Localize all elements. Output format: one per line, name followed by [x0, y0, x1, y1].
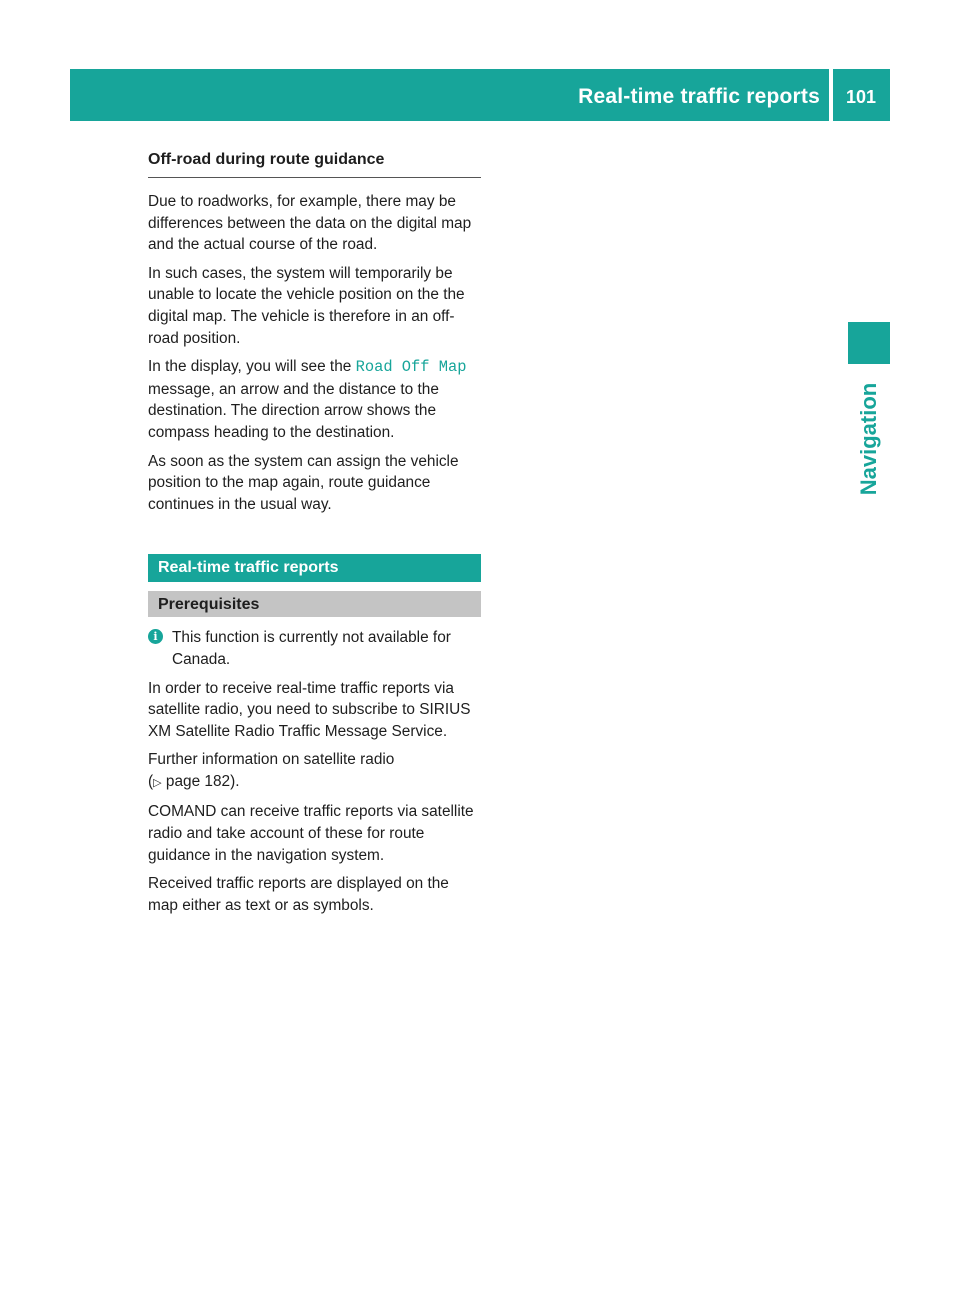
side-tab-marker [848, 322, 890, 364]
page-ref-arrow-icon: ▷ [153, 776, 162, 789]
section-title: Real-time traffic reports [148, 554, 481, 582]
display-message: Road Off Map [355, 358, 467, 377]
paragraph-2: In such cases, the system will temporarily be unable to locate the vehicle position on the the digital map. The vehicle is therefore in an off-road position. [148, 264, 465, 347]
main-column [148, 150, 481, 923]
paragraph-7: COMAND can receive traffic reports via satellite radio and take account of these for route guidance in the navigation system. [148, 803, 474, 864]
offroad-heading: Off-road during route guidance [148, 150, 481, 178]
paragraph-3-end: message, an arrow and the distance to the destination. The direction arrow shows the compass heading to the destination. [148, 380, 439, 441]
page-reference-link[interactable]: page 182 [165, 772, 231, 790]
paragraph-3 [148, 356, 481, 443]
side-tab-text: Navigation [856, 382, 881, 496]
page-header-bar [70, 69, 890, 121]
page-number: 101 [845, 87, 877, 107]
header-title: Real-time traffic reports [578, 85, 820, 108]
prerequisites-heading: Prerequisites [148, 591, 481, 617]
paragraph-6-start: Further information on satellite radio [148, 751, 395, 769]
paragraph-3-start: In the display, you will see the [148, 358, 352, 376]
paragraph-4: As soon as the system can assign the vehicle position to the map again, route guidance continues in the usual way. [148, 452, 459, 513]
paragraph-5: In order to receive real-time traffic reports via satellite radio, you need to subscribe to SIRIUS XM Satellite Radio Traffic Message Service. [148, 679, 471, 740]
side-tab-label [848, 374, 890, 504]
info-icon: i [148, 629, 163, 644]
info-note [148, 627, 481, 670]
paragraph-8: Received traffic reports are displayed on the map either as text or as symbols. [148, 875, 449, 914]
paragraph-1: Due to roadworks, for example, there may be differences between the data on the digital map and the actual course of the road. [148, 193, 472, 254]
paragraph-6: Further information on satellite radio (▷ page 182). [148, 751, 395, 790]
info-text: This function is currently not available for Canada. [172, 629, 451, 668]
